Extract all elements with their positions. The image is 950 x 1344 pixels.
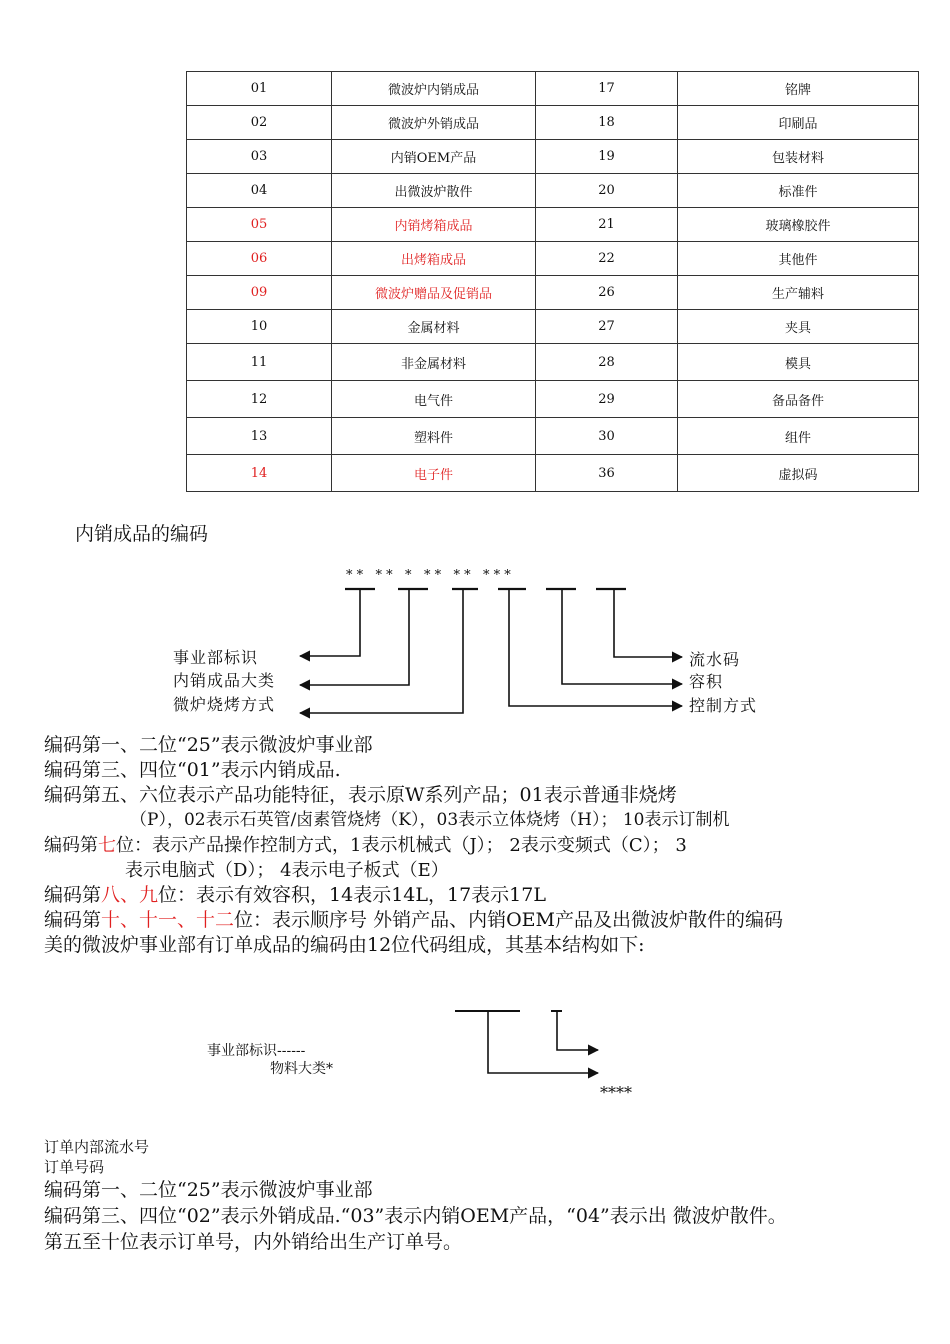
name-cell-left: 金属材料 (332, 310, 536, 344)
name-cell-left: 内销OEM产品 (332, 140, 536, 174)
code-cell-right: 19 (536, 140, 678, 174)
code-cell-left: 03 (187, 140, 332, 174)
desc-line-6: 表示电脑式（D）； 4表示电子板式（E） (125, 860, 449, 881)
order-label-division: 事业部标识------ (207, 1043, 306, 1059)
code-cell-left: 11 (187, 344, 332, 381)
name-cell-left: 微波炉内销成品 (332, 72, 536, 106)
name-cell-right: 备品备件 (678, 381, 919, 418)
name-cell-right: 模具 (678, 344, 919, 381)
label-grill-method: 微炉烧烤方式 (173, 695, 276, 714)
code-cell-right: 17 (536, 72, 678, 106)
red-digit-seven: 七 (98, 835, 116, 856)
order-small-1: 订单内部流水号 (44, 1138, 150, 1156)
name-cell-left: 电气件 (332, 381, 536, 418)
name-cell-left: 电子件 (332, 455, 536, 492)
desc-line-7: 编码第八、九位：表示有效容积，14表示14L，17表示17L (44, 884, 546, 906)
name-cell-left: 微波炉外销成品 (332, 106, 536, 140)
code-cell-right: 27 (536, 310, 678, 344)
desc-line-1: 编码第一、二位“25”表示微波炉事业部 (44, 734, 373, 756)
code-cell-right: 22 (536, 242, 678, 276)
name-cell-right: 铭牌 (678, 72, 919, 106)
order-small-2: 订单号码 (44, 1158, 105, 1176)
order-stars: **** (600, 1083, 632, 1102)
name-cell-right: 印刷品 (678, 106, 919, 140)
desc-line-2: 编码第三、四位“01”表示内销成品. (44, 759, 341, 781)
name-cell-right: 虚拟码 (678, 455, 919, 492)
domestic-section-title: 内销成品的编码 (75, 523, 209, 545)
name-cell-left: 出微波炉散件 (332, 174, 536, 208)
name-cell-left: 非金属材料 (332, 344, 536, 381)
code-cell-left: 10 (187, 310, 332, 344)
code-cell-left: 13 (187, 418, 332, 455)
red-digits-ten-twelve: 十、十一、十二 (101, 909, 235, 931)
code-cell-left: 02 (187, 106, 332, 140)
name-cell-right: 生产辅料 (678, 276, 919, 310)
code-cell-right: 20 (536, 174, 678, 208)
label-control-method: 控制方式 (689, 696, 758, 715)
order-desc-line-1: 编码第一、二位“25”表示微波炉事业部 (44, 1179, 373, 1201)
name-cell-right: 标准件 (678, 174, 919, 208)
code-cell-right: 30 (536, 418, 678, 455)
code-cell-left: 12 (187, 381, 332, 418)
code-cell-right: 18 (536, 106, 678, 140)
code-cell-left: 14 (187, 455, 332, 492)
code-pattern: * * * * * * * * * * * * (346, 568, 511, 583)
name-cell-right: 包装材料 (678, 140, 919, 174)
code-cell-right: 36 (536, 455, 678, 492)
code-cell-right: 26 (536, 276, 678, 310)
label-product-category: 内销成品大类 (173, 671, 276, 690)
desc-line-8: 编码第十、十一、十二位：表示顺序号 外销产品、内销OEM产品及出微波炉散件的编码 (44, 909, 783, 931)
code-cell-left: 09 (187, 276, 332, 310)
code-cell-left: 05 (187, 208, 332, 242)
order-desc-line-2: 编码第三、四位“02”表示外销成品.“03”表示内销OEM产品，“04”表示出 微波炉散件。 (44, 1205, 787, 1227)
code-cell-right: 21 (536, 208, 678, 242)
order-label-category: 物料大类* (270, 1061, 333, 1077)
desc-line-4: （P），02表示石英管/卤素管烧烤（K），03表示立体烧烤（H）； 10表示订制机 (130, 810, 730, 830)
label-capacity: 容积 (689, 672, 724, 691)
code-cell-right: 29 (536, 381, 678, 418)
desc-line-9: 美的微波炉事业部有订单成品的编码由12位代码组成，其基本结构如下: (44, 934, 645, 956)
label-serial-code: 流水码 (689, 650, 741, 669)
code-cell-right: 28 (536, 344, 678, 381)
order-desc-line-3: 第五至十位表示订单号，内外销给出生产订单号。 (44, 1231, 463, 1253)
name-cell-left: 内销烤箱成品 (332, 208, 536, 242)
name-cell-right: 玻璃橡胶件 (678, 208, 919, 242)
name-cell-left: 微波炉赠品及促销品 (332, 276, 536, 310)
code-cell-left: 04 (187, 174, 332, 208)
desc-line-3: 编码第五、六位表示产品功能特征，表示原W系列产品；01表示普通非烧烤 (44, 784, 677, 806)
red-digits-eight-nine: 八、九 (101, 884, 159, 906)
desc-line-5: 编码第七位：表示产品操作控制方式，1表示机械式（J）； 2表示变频式（C）； 3 (44, 835, 687, 856)
name-cell-left: 出烤箱成品 (332, 242, 536, 276)
label-division-id: 事业部标识 (173, 648, 259, 667)
name-cell-right: 夹具 (678, 310, 919, 344)
name-cell-right: 组件 (678, 418, 919, 455)
name-cell-left: 塑料件 (332, 418, 536, 455)
code-cell-left: 06 (187, 242, 332, 276)
name-cell-right: 其他件 (678, 242, 919, 276)
code-cell-left: 01 (187, 72, 332, 106)
